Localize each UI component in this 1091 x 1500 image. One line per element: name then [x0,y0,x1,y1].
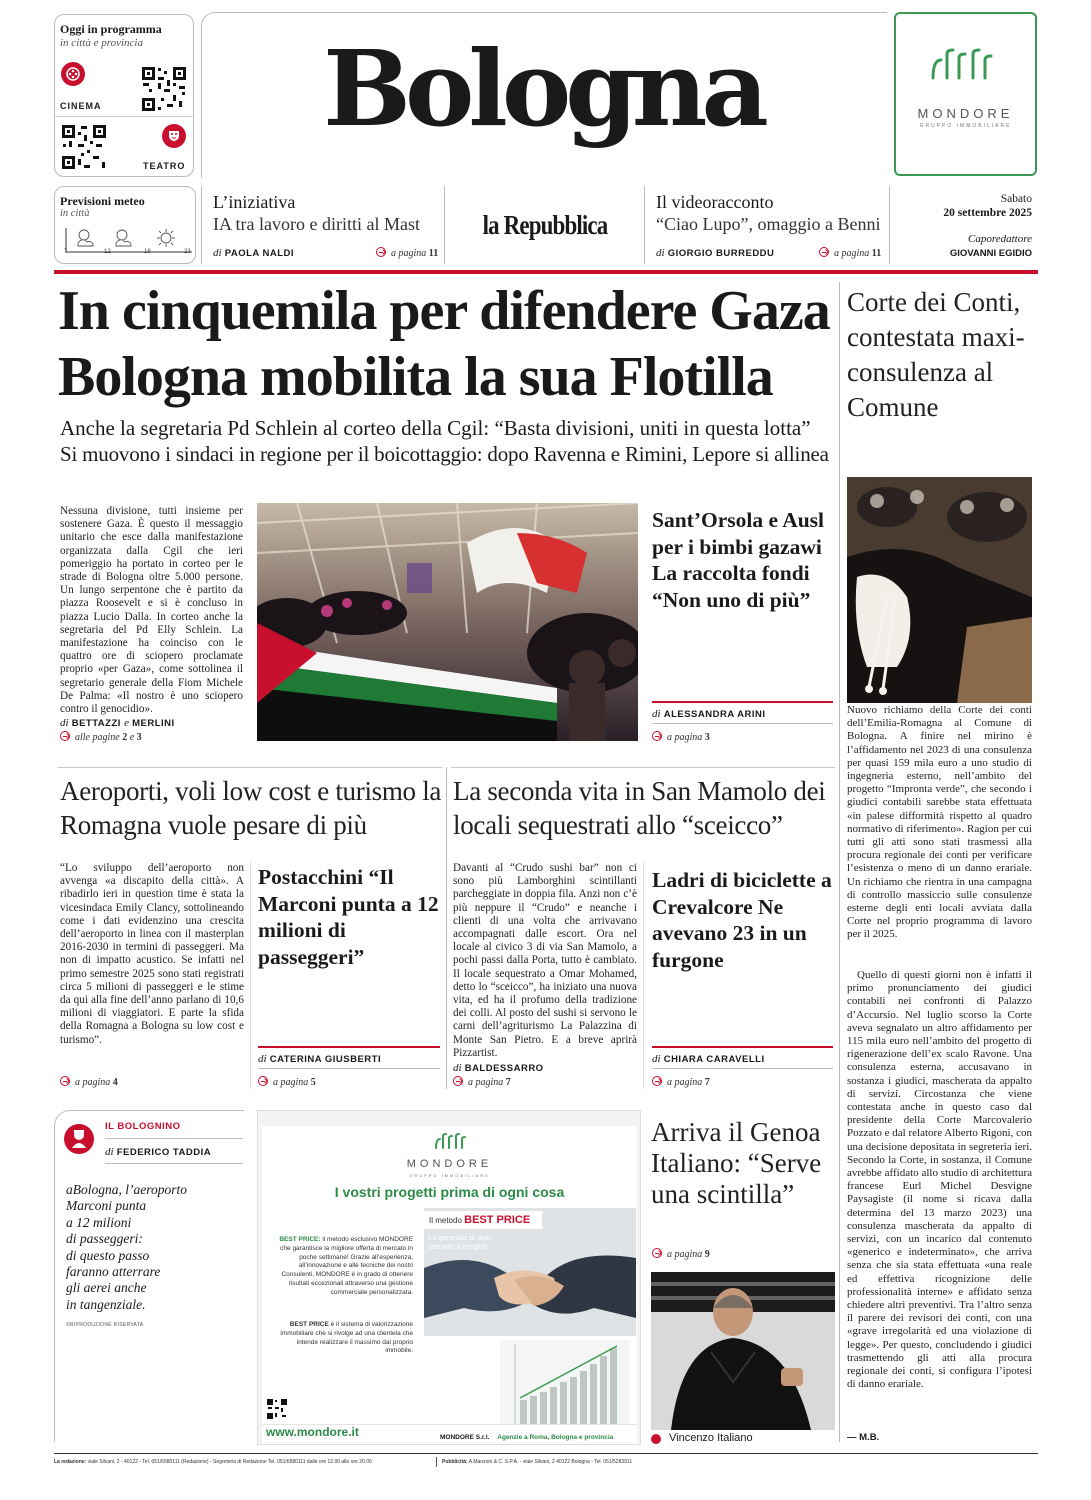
corte-sign: — M.B. [847,1432,880,1443]
postacchini-rule [258,1046,440,1048]
arrow-icon [258,1076,268,1086]
arrow-icon [376,247,386,257]
postacchini-ref[interactable]: a pagina 5 [258,1076,316,1088]
bolognino-icon [64,1124,94,1154]
santorsola-title[interactable]: Sant’Orsola e Ausl per i bimbi gazawi La raccolta fondi “Non uno di più” [652,508,825,612]
bolognino-poem: aBologna, l’aeroporto Marconi punta a 12 milioni di passeggeri: di questo passo faranno atterrare gli aerei anche in tangenziale. [66,1182,187,1312]
meteo-hour-4: 23 [184,249,191,255]
caporedattore-name: GIOVANNI EGIDIO [949,248,1032,259]
arrow-icon [652,1248,662,1258]
ad-mid-best2-text: BEST PRICE è il sistema di valorizzazione immobiliare che si rivolge ad una clientela che intende realizzare il massimo dal proprio immobile. [280,1321,413,1355]
corte-body-1: Nuovo richiamo della Corte dei conti dell’Emilia-Romagna al Comune di Bologna. A finire nel mirino è l’affidamento nel 2023 di una consulenza per quasi 159 mila euro a uno studio di ingegneria esterno, nell’ambito del progetto “Impronta verde”, che secondo i giudici contabili sarebbe stata effettuata «in palese difformità rispetto al quadro normativo di riferimento». Ragion per cui tutti gli atti sono stati trasmessi alla procura regionale dei conti per verificare l’esistenza o meno di un danno erariale. Un richiamo che rientra in una campagna di controllo massiccio sulle consulenze esterne degli enti locali avviata dalla Corte nel proprio programma di lavoro per il 2025. [847,704,1032,941]
programma-title: Oggi in programma [60,22,162,36]
genoa-title[interactable]: Arriva il Genoa Italiano: “Serve una scintilla” [651,1117,822,1209]
postacchini-title[interactable]: Postacchini “Il Marconi punta a 12 milioni di passeggeri” [258,865,439,969]
ladri-byline: di CHIARA CARAVELLI [652,1053,765,1065]
lead-byline: di BETTAZZI e MERLINI [60,717,175,729]
teaser-right-kicker: Il videoracconto [656,192,774,212]
sanmamolo-headline[interactable]: La seconda vita in San Mamolo dei locali sequestrati allo “sceicco” [453,776,826,840]
arrow-icon [453,1076,463,1086]
teatro-icon[interactable] [162,124,186,148]
meteo-hour-1: 7 [64,249,68,255]
postacchini-rule-2 [258,1068,440,1069]
mondore-logo-icon [929,46,1001,86]
photo-caption-icon [651,1434,661,1444]
arrow-icon [819,247,829,257]
teatro-label[interactable]: TEATRO [143,161,186,171]
santorsola-ref[interactable]: a pagina 3 [652,731,710,743]
teaser-left-byline: di PAOLA NALDI [213,247,295,259]
arrow-icon [60,731,70,741]
ad-qr-icon[interactable] [266,1398,288,1420]
issue-date: 20 settembre 2025 [943,207,1032,219]
bolognino-rule-2 [105,1163,243,1164]
postacchini-divider [250,862,251,1089]
lead-body: Nessuna divisione, tutti insieme per sostenere Gaza. È questo il messaggio unitario che esce dalla manifestazione organizzata dalla Cgil che ieri pomeriggio ha portato in corteo per le strade di Bologna oltre 5.000 persone. Un lungo serpentone che è partito da piazza Roosevelt e si è concluso in piazza Lucio Dalla. In corteo anche la segretaria del Pd Elly Schlein. La manifestazione ha coinciso con le quattro ore di sciopero proclamate proprio «per Gaza», come sottolinea il segretario generale della Fiom Michele De Palma: «Il nostro è uno sciopero contro il genocidio». [60,505,243,716]
sanmamolo-body: Davanti al “Crudo sushi bar” non ci sono più Lamborghini scintillanti parcheggiate in doppia fila. Anzi non c’è più neppure il “Crudo” e neanche i clienti di una volta che arrivavano accompagnati dalle escort. Ora nel locale al civico 3 di via San Mamolo, a pochi passi dalla Porta, tutto è cambiato. Il locale sequestrato a Omar Mohamed, detto lo “sceicco”, ha iniziato una nuova vita, ed ha il profumo della tradizione dei colli. Al posto del sushi si servono le carni dell’agriturismo La Palazzina di Monte San Pietro. E a breve aprirà Pizzartist. [453,862,637,1059]
ladri-rule-2 [652,1068,833,1069]
footer-right: Pubblicità: A.Manzoni & C. S.P.A. - viale Silvani, 2 40122 Bologna - Tel. 051/5283911 [442,1459,633,1465]
santorsola-rule [652,701,833,703]
ladri-rule [652,1046,833,1048]
row2-rule-left [58,767,442,768]
column-divider [839,282,840,1442]
ladri-divider [643,862,644,1089]
ad-mid-headline: I vostri progetti prima di ogni cosa [334,1184,565,1200]
ad-top[interactable] [894,12,1037,176]
programma-divider [54,116,194,117]
aeroporti-headline[interactable]: Aeroporti, voli low cost e turismo la Romagna vuole pesare di più [60,776,442,840]
ad-top-logo-sub: GRUPPO IMMOBILIARE [919,123,1012,129]
cinema-label[interactable]: CINEMA [60,101,102,111]
bolognino-rights: ©RIPRODUZIONE RISERVATA [66,1322,144,1328]
masthead: Bologna [323,27,763,150]
lead-deck-1: Anche la segretaria Pd Schlein al corteo della Cgil: “Basta divisioni, uniti in questa lotta” [60,416,811,440]
ad-mid-logo-text: MONDORE [406,1158,493,1170]
arrow-icon [652,1076,662,1086]
row2-mid-divider [446,767,447,1089]
footer-left: La redazione: viale Silvani, 2 - 40122 - Tel. 051/6580111 (Redazione) - Segreteria di Redazione Tel. 051/6580111 dalle ore 12.00 alle ore 20.00 [54,1459,372,1465]
bolognino-kicker: IL BOLOGNINO [105,1121,181,1132]
aeroporti-body: “Lo sviluppo dell’aeroporto non avvenga «a discapito della città». A ribadirlo ieri in question time è stata la vicesindaca Emily Clancy, sottolineando come i dati evidenzino una crescita dell’aeroporto in linea con il masterplan 2016-2030 in termini di passeggeri. Ma non di impatto acustico. Se infatti nel primo semestre 2025 sono stati registrati circa 5 milioni di passeggeri e le stime da qui alla fine dell’anno parlano di 10,6 milioni di viaggiatori. E parte la sfida della Romagna a Bologna su low cost e turismo”. [60,862,244,1046]
ladri-title[interactable]: Ladri di biciclette a Crevalcore Ne avevano 23 in un furgone [652,868,832,972]
postacchini-byline: di CATERINA GIUSBERTI [258,1053,382,1065]
santorsola-rule-2 [652,723,833,724]
teaser-left-ref[interactable]: a pagina 11 [376,247,438,259]
teaser-left-kicker: L’iniziativa [213,192,296,212]
ad-tag-text: Il metodo BEST PRICE [429,1214,531,1226]
ad-mid-logo-sub: GRUPPO IMMOBILIARE [409,1173,490,1178]
lead-ref[interactable]: alle pagine 2 e 3 [60,731,142,743]
ad-company: MONDORE S.r.l. Agenzie a Roma, Bologna e provincia [440,1434,614,1441]
meteo-title: Previsioni meteo [60,194,145,208]
lead-headline-2[interactable]: Bologna mobilita la sua Flotilla [58,346,773,408]
meteo-hour-3: 18 [144,249,151,255]
sanmamolo-byline: di BALDESSARRO [453,1062,544,1074]
meteo-hour-2: 12 [104,249,111,255]
lead-photo [257,503,638,741]
header-red-rule [54,270,1038,274]
meteo-icons [60,224,194,258]
ad-website[interactable]: www.mondore.it [266,1425,359,1439]
issue-day: Sabato [1000,193,1032,205]
cinema-icon[interactable] [61,62,85,86]
corte-photo [847,477,1032,703]
programma-subtitle: in città e provincia [60,37,143,49]
aeroporti-ref[interactable]: a pagina 4 [60,1076,118,1088]
genoa-caption: Vincenzo Italiano [669,1432,753,1444]
corte-headline[interactable]: Corte dei Conti, contestata maxi-consulenza al Comune [847,287,1025,422]
teaser-right-title[interactable]: “Ciao Lupo”, omaggio a Benni [656,214,881,234]
ad-tag-sub: La garanzia di aver ottenuto il meglio! [428,1233,492,1251]
footer-divider [436,1457,437,1467]
teaser-right-byline: di GIORGIO BURREDDU [656,247,775,259]
repubblica-logo: la Repubblica [482,210,608,240]
arrow-icon [60,1076,70,1086]
sanmamolo-ref[interactable]: a pagina 7 [453,1076,511,1088]
ad-top-logo-text: MONDORE [917,106,1014,121]
meteo-subtitle: in città [60,208,90,219]
bolognino-rule [105,1138,243,1139]
teatro-qr-icon[interactable] [60,123,108,171]
teaser-right-ref[interactable]: a pagina 11 [819,247,881,259]
teaser-left-title[interactable]: IA tra lavoro e diritti al Mast [213,214,420,234]
ad-mid-logo-icon [434,1132,470,1152]
ad-mid-best-text: BEST PRICE: il metodo esclusivo MONDORE che garantisce la migliore offerta di mercato in poche settimane! Grazie all’esperienza, all’innovazione e alle tecniche dei nostri Consulenti, MONDORE è in grado di ottenere risultati eccezionali attraverso una gestione commerciale personalizzata. [279,1236,413,1296]
santorsola-byline: di ALESSANDRA ARINI [652,708,766,720]
bolognino-byline: di FEDERICO TADDIA [105,1146,212,1158]
ladri-ref[interactable]: a pagina 7 [652,1076,710,1088]
arrow-icon [652,731,662,741]
row2-rule-right [451,767,835,768]
lead-headline-1[interactable]: In cinquemila per difendere Gaza [58,280,830,342]
ad-chart [500,1340,630,1432]
cinema-qr-icon[interactable] [140,65,188,113]
caporedattore-label: Caporedattore [968,233,1032,245]
corte-body-2: Quello di questi giorni non è infatti il primo pronunciamento dei giudici contabili nei confronti di Palazzo d’Accursio. Nel luglio scorso la Corte aveva segnalato un altro affidamento per 115 mila euro nell’ambito del progetto di rigenerazione dell’ex scalo Ravone. Una consulenza esterna, accusavano in sostanza i giudici, mascherata da appalto di servizi. Circostanza che viene contestata anche in questo caso dal presidente della Corte Marcovalerio Pozzato e dal relatore Alberto Rigoni, con una decisione depositata in segreteria ieri. Secondo la Corte, in sostanza, il Comune avrebbe affidato allo studio di architettura francese Eurl Michel Desvigne Paysagiste (il nome si ricava dalla determina del 13 marzo 2023) una consulenza mascherata da appalto di servizi, con un incarico dal contenuto «generico e indeterminato», che arriva senza che sia stata effettuata «una reale ed effettiva ricognizione delle professionalità interne» e affidato senza chiedere altri preventivi. Tra l’altro senza il parere dei revisori dei conti, con una «grave irregolarità ed una violazione di legge». Per questo, concludendo i giudici trasmettendo gli atti alla procura regionale dei conti, si configura l’ipotesi di danno erariale. [847,969,1032,1391]
footer-rule [54,1453,1038,1454]
genoa-photo [651,1272,835,1430]
genoa-ref[interactable]: a pagina 9 [652,1248,710,1260]
lead-deck-2: Si muovono i sindaci in regione per il boicottaggio: dopo Ravenna e Rimini, Lepore si allinea [60,442,829,466]
